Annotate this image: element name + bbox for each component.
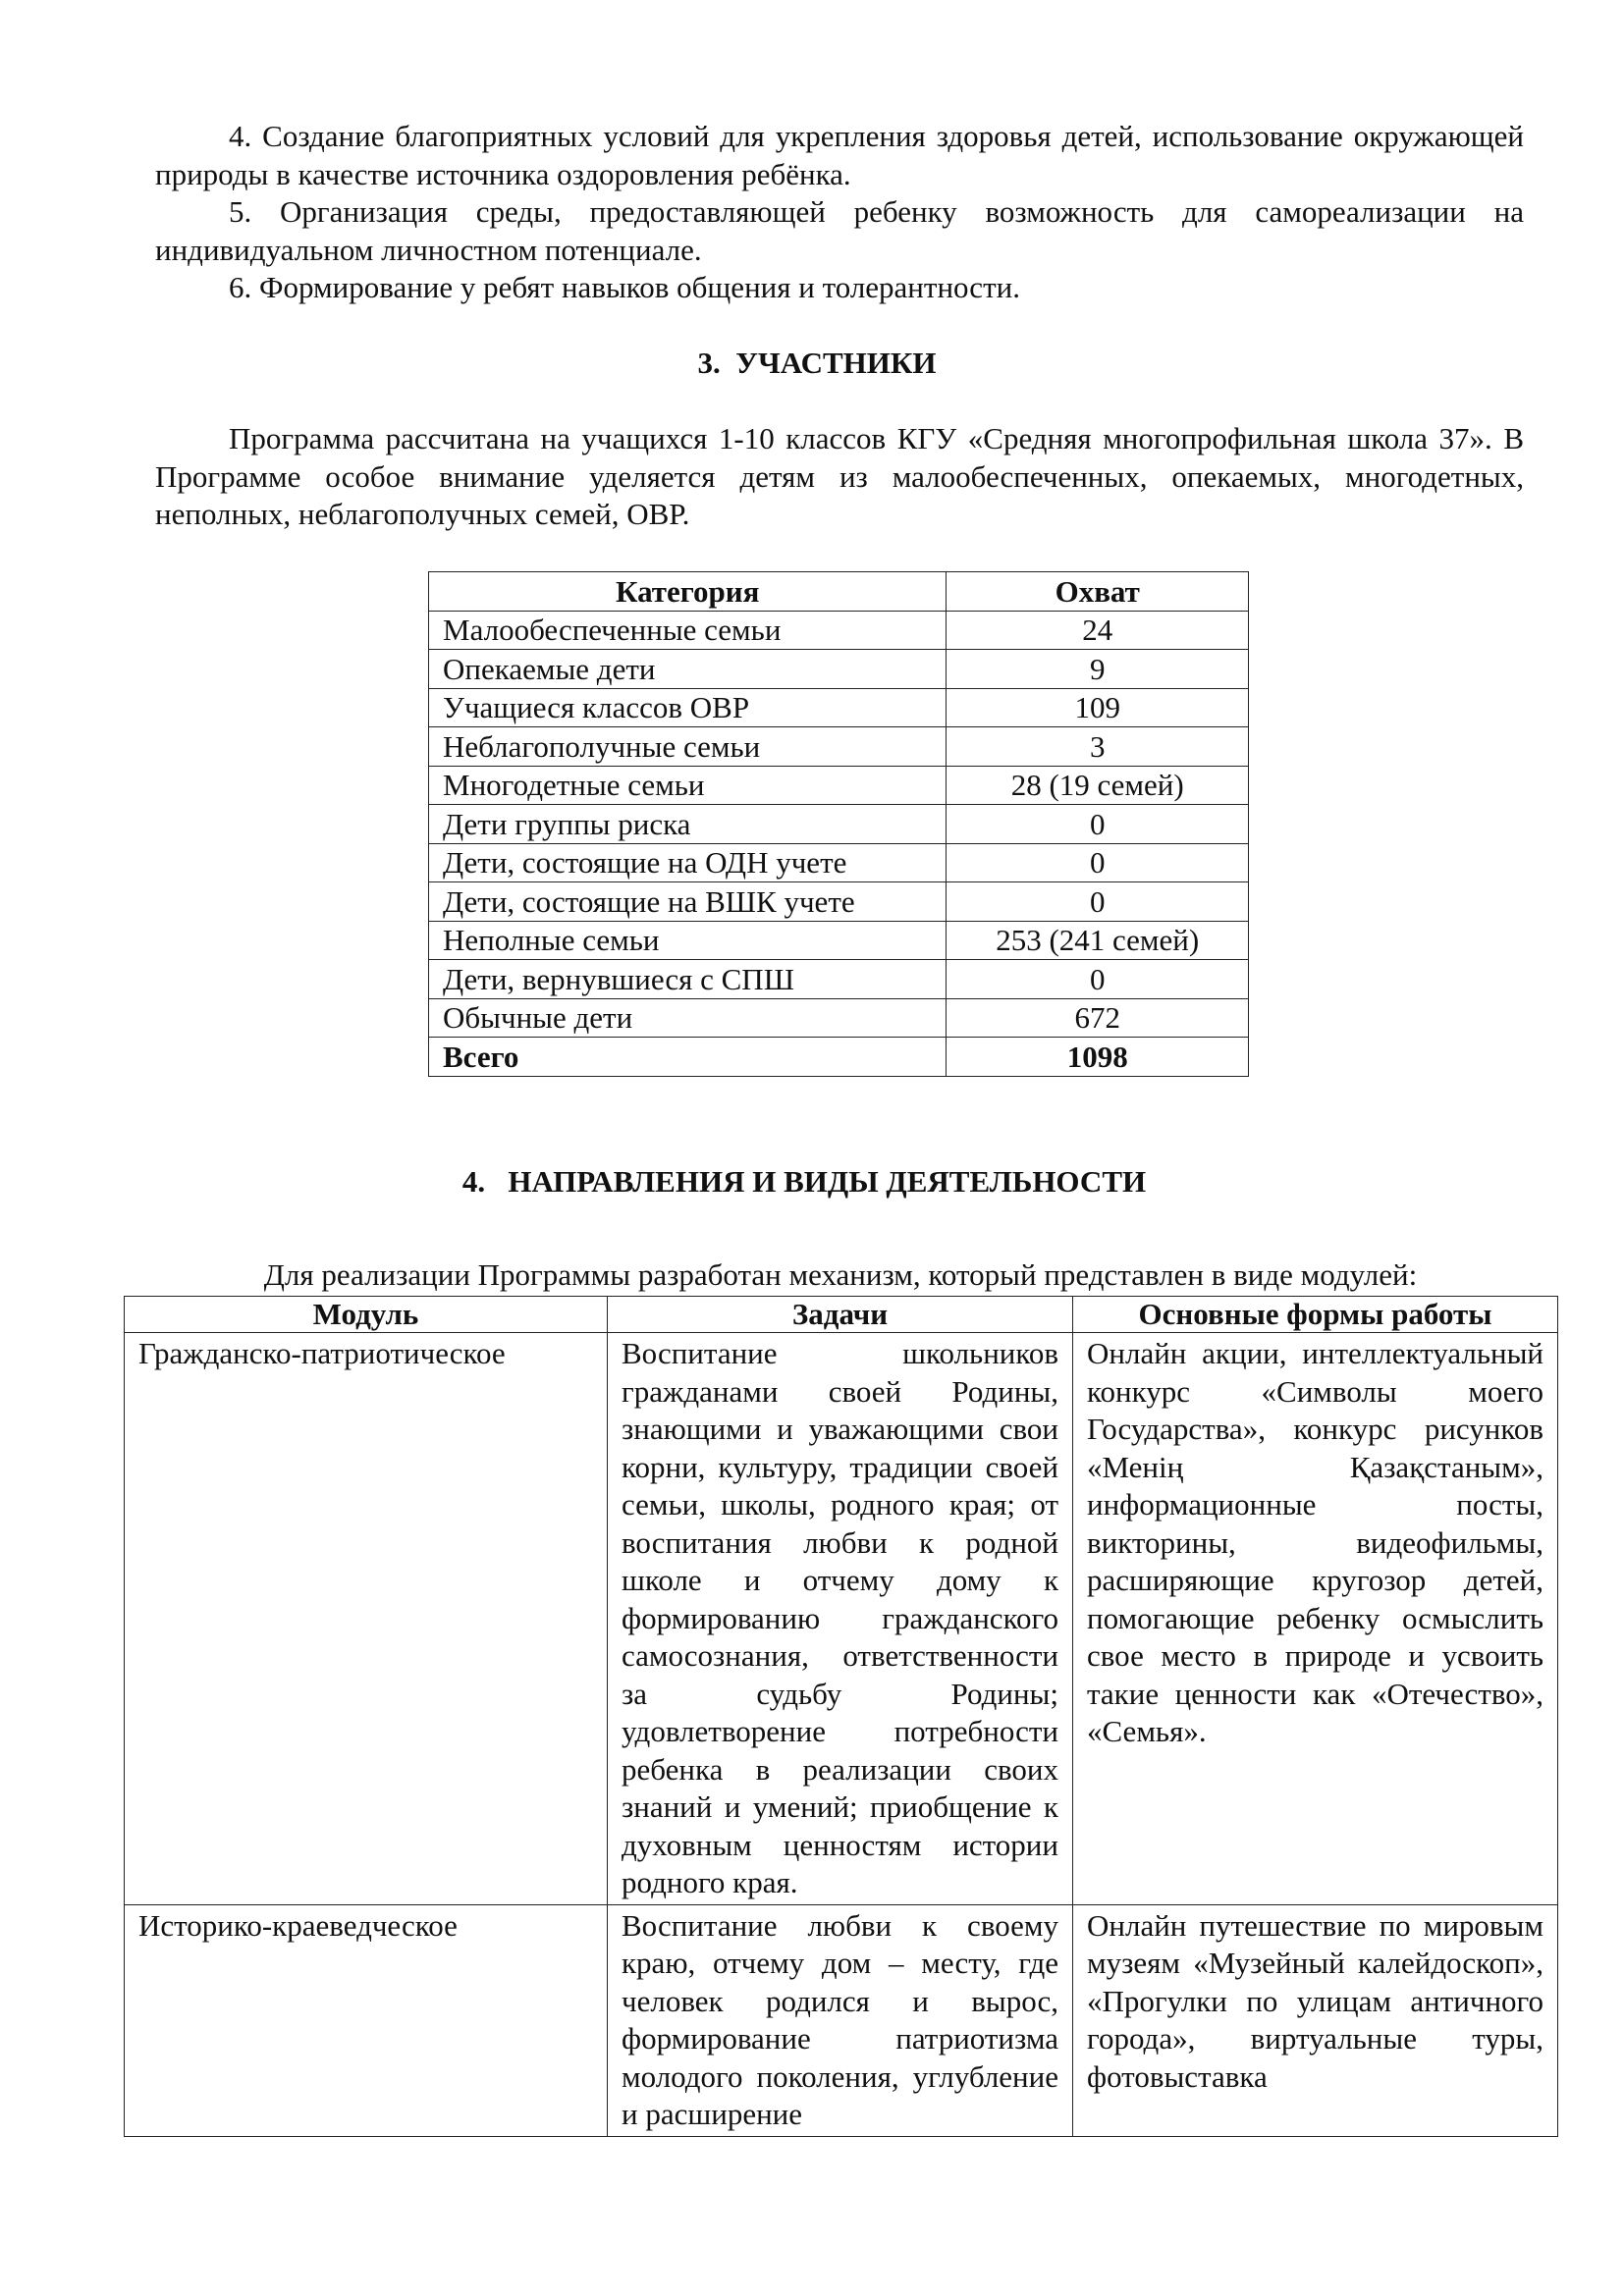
table-row xyxy=(125,1333,1558,1905)
module-name-cell: Гражданско-патриотическое xyxy=(125,1333,608,1905)
table-row xyxy=(429,998,1249,1038)
coverage-cell: 28 (19 семей) xyxy=(947,766,1249,805)
total-row xyxy=(429,1038,1249,1077)
coverage-cell: 0 xyxy=(947,960,1249,999)
table-row xyxy=(429,650,1249,689)
table-row xyxy=(429,688,1249,727)
modules-header-forms: Основные формы работы xyxy=(1073,1297,1558,1333)
coverage-cell: 0 xyxy=(947,805,1249,844)
category-cell: Дети группы риска xyxy=(429,805,947,844)
section-3-title: 3. УЧАСТНИКИ xyxy=(697,346,937,380)
table-row xyxy=(125,1904,1558,2136)
category-cell: Дети, состоящие на ОДН учете xyxy=(429,843,947,882)
coverage-cell: 109 xyxy=(947,688,1249,727)
table-row xyxy=(429,882,1249,922)
module-tasks-cell: Воспитание любви к своему краю, отчему дом – месту, где человек родился и вырос, формирование патриотизма молодого поколения, углубление и расширение xyxy=(608,1904,1073,2136)
intro-list xyxy=(155,118,1524,307)
category-cell: Дети, вернувшиеся с СПШ xyxy=(429,960,947,999)
modules-header-row xyxy=(125,1297,1558,1333)
section-4-title: 4. НАПРАВЛЕНИЯ И ВИДЫ ДЕЯТЕЛЬНОСТИ xyxy=(461,1164,1147,1199)
table-row xyxy=(429,960,1249,999)
intro-item-4: 4. Создание благоприятных условий для укрепления здоровья детей, использование окружающей природы в качестве источника оздоровления ребёнка. xyxy=(155,119,1524,191)
category-cell: Неполные семьи xyxy=(429,921,947,960)
modules-header-module: Модуль xyxy=(125,1297,608,1333)
section-3-body xyxy=(155,420,1524,534)
modules-header-tasks: Задачи xyxy=(608,1297,1073,1333)
total-value: 1098 xyxy=(947,1038,1249,1077)
category-cell: Малообеспеченные семьи xyxy=(429,611,947,650)
table-row xyxy=(429,727,1249,767)
total-label: Всего xyxy=(429,1038,947,1077)
table-row xyxy=(429,921,1249,960)
table-row xyxy=(429,611,1249,650)
table-row xyxy=(429,766,1249,805)
coverage-cell: 3 xyxy=(947,727,1249,767)
category-cell: Обычные дети xyxy=(429,998,947,1038)
intro-item-5: 5. Организация среды, предоставляющей ребенку возможность для самореализации на индивидуальном личностном потенциале. xyxy=(155,194,1524,267)
category-cell: Учащиеся классов ОВР xyxy=(429,688,947,727)
modules-table xyxy=(124,1296,1558,2137)
module-name-cell: Историко-краеведческое xyxy=(125,1904,608,2136)
coverage-cell: 253 (241 семей) xyxy=(947,921,1249,960)
categories-table xyxy=(428,571,1249,1077)
module-forms-cell: Онлайн акции, интеллектуальный конкурс «Символы моего Государства», конкурс рисунков «Менің Қазақстаным», информационные посты, викторины, видеофильмы, расширяющие кругозор детей, помогающие ребенку осмыслить свое место в природе и усвоить такие ценности как «Отечество», «Семья». xyxy=(1073,1333,1558,1905)
table-row xyxy=(429,805,1249,844)
coverage-cell: 672 xyxy=(947,998,1249,1038)
module-tasks-cell: Воспитание школьников гражданами своей Родины, знающими и уважающими свои корни, культуру, традиции своей семьи, школы, родного края; от воспитания любви к родной школе и отчему дому к формированию гражданского самосознания, ответственности за судьбу Родины; удовлетворение потребности ребенка в реализации своих знаний и умений; приобщение к духовным ценностям истории родного края. xyxy=(608,1333,1073,1905)
module-forms-cell: Онлайн путешествие по мировым музеям «Музейный калейдоскоп», «Прогулки по улицам античного города», виртуальные туры, фотовыставка xyxy=(1073,1904,1558,2136)
categories-header-category: Категория xyxy=(429,572,947,612)
coverage-cell: 9 xyxy=(947,650,1249,689)
intro-item-6: 6. Формирование у ребят навыков общения и толерантности. xyxy=(229,270,1020,304)
coverage-cell: 24 xyxy=(947,611,1249,650)
category-cell: Опекаемые дети xyxy=(429,650,947,689)
categories-header-row xyxy=(429,572,1249,612)
section-4-intro: Для реализации Программы разработан механизм, который представлен в виде модулей: xyxy=(263,1257,1418,1292)
coverage-cell: 0 xyxy=(947,843,1249,882)
section-3-paragraph: Программа рассчитана на учащихся 1-10 классов КГУ «Средняя многопрофильная школа 37». В Программе особое внимание уделяется детям из малообеспеченных, опекаемых, многодетных, неполных, неблагополучных семей, ОВР. xyxy=(155,421,1524,531)
category-cell: Многодетные семьи xyxy=(429,766,947,805)
categories-header-coverage: Охват xyxy=(947,572,1249,612)
coverage-cell: 0 xyxy=(947,882,1249,922)
table-row xyxy=(429,843,1249,882)
category-cell: Неблагополучные семьи xyxy=(429,727,947,767)
category-cell: Дети, состоящие на ВШК учете xyxy=(429,882,947,922)
